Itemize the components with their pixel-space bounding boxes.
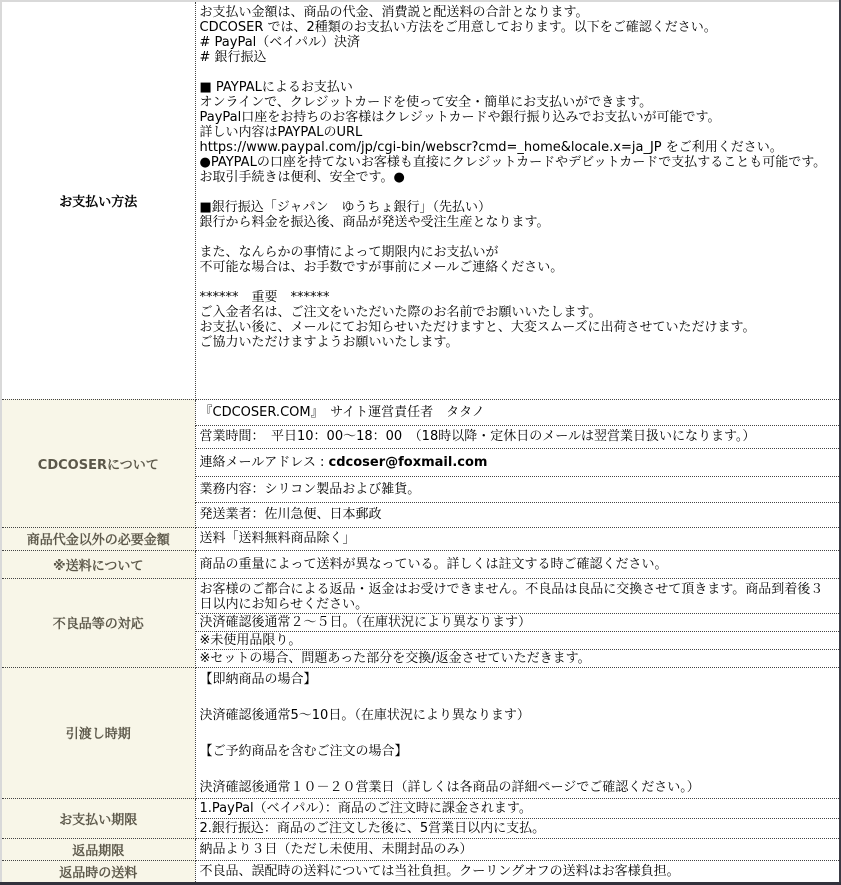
blank-line xyxy=(200,230,836,245)
blank-line xyxy=(200,275,836,290)
text-line: 詳しい内容はPAYPALのURL xyxy=(199,125,363,140)
row-header-shipping-note: ※送料について xyxy=(1,550,195,578)
extra-fees-content: 送料「送料無料商品除く」 xyxy=(195,527,840,550)
payment-method-content xyxy=(195,1,840,399)
text-line: お客様のご都合による返品・返金はお受けできません。不良品は良品に交換させて頂きます。商品到着後３日以内にお知らせください。 xyxy=(199,581,824,612)
text-line: また、なんらかの事情によって期限内にお支払いが xyxy=(199,245,499,260)
delivery-time-content xyxy=(195,667,840,798)
about-business-content: 業務内容：シリコン製品および雑貨。 xyxy=(195,476,840,502)
text-line: 不可能な場合は、お手数ですが事前にメールご連絡ください。 xyxy=(199,260,564,275)
row-header-defective-handling: 不良品等の対応 xyxy=(1,578,195,667)
text-line: PayPal口座をお持ちのお客様はクレジットカードや銀行振り込みでお支払いが可能です。 xyxy=(199,110,721,125)
important-marker-line: ****** 重要 ****** xyxy=(199,290,330,305)
text-line: ■銀行振込「ジャパン ゆうちょ銀行」（先払い） xyxy=(199,200,492,215)
text-line: お支払い後に、メールにてお知らせいただけますと、大変スムーズに出荷させていただけます。 xyxy=(199,320,756,335)
blank-line xyxy=(200,185,836,200)
blank-line xyxy=(200,689,836,707)
row-header-about-cdcoser: CDCOSERについて xyxy=(1,399,195,527)
about-business-hours: 営業時間： 平日10：00～18：00 （18時以降・定休日のメールは翌営業日扱いになります。） xyxy=(195,425,840,448)
blank-line xyxy=(200,725,836,743)
row-header-extra-fees: 商品代金以外の必要金額 xyxy=(1,527,195,550)
about-shippers: 発送業者：佐川急便、日本郵政 xyxy=(195,502,840,527)
contact-email-label: 連絡メールアドレス : xyxy=(199,454,329,470)
text-line: # 銀行振込 xyxy=(199,50,267,65)
row-header-payment-method: お支払い方法 xyxy=(1,1,195,399)
defective-set-policy-row: ※セットの場合、問題あった部分を交換/返金させていただきます。 xyxy=(195,649,840,667)
text-line: 決済確認後通常１０－２０営業日（詳しくは各商品の詳細ページでご確認ください。） xyxy=(199,779,700,795)
about-site-owner: 『CDCOSER.COM』 サイト運営責任者 タタノ xyxy=(195,399,840,425)
text-line: お取引手続きは便利、安全です。● xyxy=(199,170,405,185)
about-contact-email-row xyxy=(195,448,840,476)
contact-email-address: cdcoser@foxmail.com xyxy=(328,454,488,470)
text-line: 【即納商品の場合】 xyxy=(199,671,317,687)
shipping-note-content: 商品の重量によって送料が異なっている。詳しくは註文する時ご確認ください。 xyxy=(195,550,840,578)
row-header-return-shipping: 返品時の送料 xyxy=(1,860,195,883)
text-line: # PayPal（ベイパル）決済 xyxy=(199,35,361,50)
text-line: 銀行から料金を振込後、商品が発送や受注生産となります。 xyxy=(199,215,550,230)
return-deadline-content: 納品より３日（ただし未使用、未開封品のみ） xyxy=(195,838,840,860)
row-header-payment-deadline: お支払い期限 xyxy=(1,798,195,838)
row-header-return-deadline: 返品期限 xyxy=(1,838,195,860)
payment-deadline-bank-row: 2.銀行振込：商品のご注文した後に、5営業日以内に支払。 xyxy=(195,818,840,838)
text-line: 【ご予約商品を含むご注文の場合】 xyxy=(199,743,408,759)
text-line: ●PAYPALの口座を持てないお客様も直接にクレジットカードやデビットカードで支払することも可能です。 xyxy=(199,155,827,170)
paypal-url-text: https://www.paypal.com/jp/cgi-bin/webscr?cmd=_home&locale.x=ja_JP をご利用ください。 xyxy=(199,140,783,155)
text-line: オンラインで、クレジットカードを使って安全・簡単にお支払いができます。 xyxy=(199,95,653,110)
return-shipping-content: 不良品、誤配時の送料については当社負担。クーリングオフの送料はお客様負担。 xyxy=(195,860,840,883)
defective-policy-row xyxy=(195,578,840,613)
defective-unused-only-row: ※未使用品限り。 xyxy=(195,631,840,649)
text-line: お支払い金額は、商品の代金、消費説と配送料の合計となります。 xyxy=(199,5,589,20)
defective-exchange-days-row: 決済確認後通常２～５日。（在庫状況により異なります） xyxy=(195,613,840,631)
text-line: ■ PAYPALによるお支払い xyxy=(199,80,353,95)
blank-line xyxy=(200,65,836,80)
text-line: ご協力いただけますようお願いいたします。 xyxy=(199,335,459,350)
payment-deadline-paypal-row: 1.PayPal（ベイパル）：商品のご注文時に課金されます。 xyxy=(195,798,840,818)
text-line: ご入金者名は、ご注文をいただいた際のお名前でお願いいたします。 xyxy=(199,305,602,320)
text-line: CDCOSER では、2種類のお支払い方法をご用意しております。以下をご確認ください。 xyxy=(199,20,717,35)
blank-line xyxy=(200,761,836,779)
text-line: 決済確認後通常5～10日。（在庫状況により異なります） xyxy=(199,707,530,723)
row-header-delivery-time: 引渡し時期 xyxy=(1,667,195,798)
